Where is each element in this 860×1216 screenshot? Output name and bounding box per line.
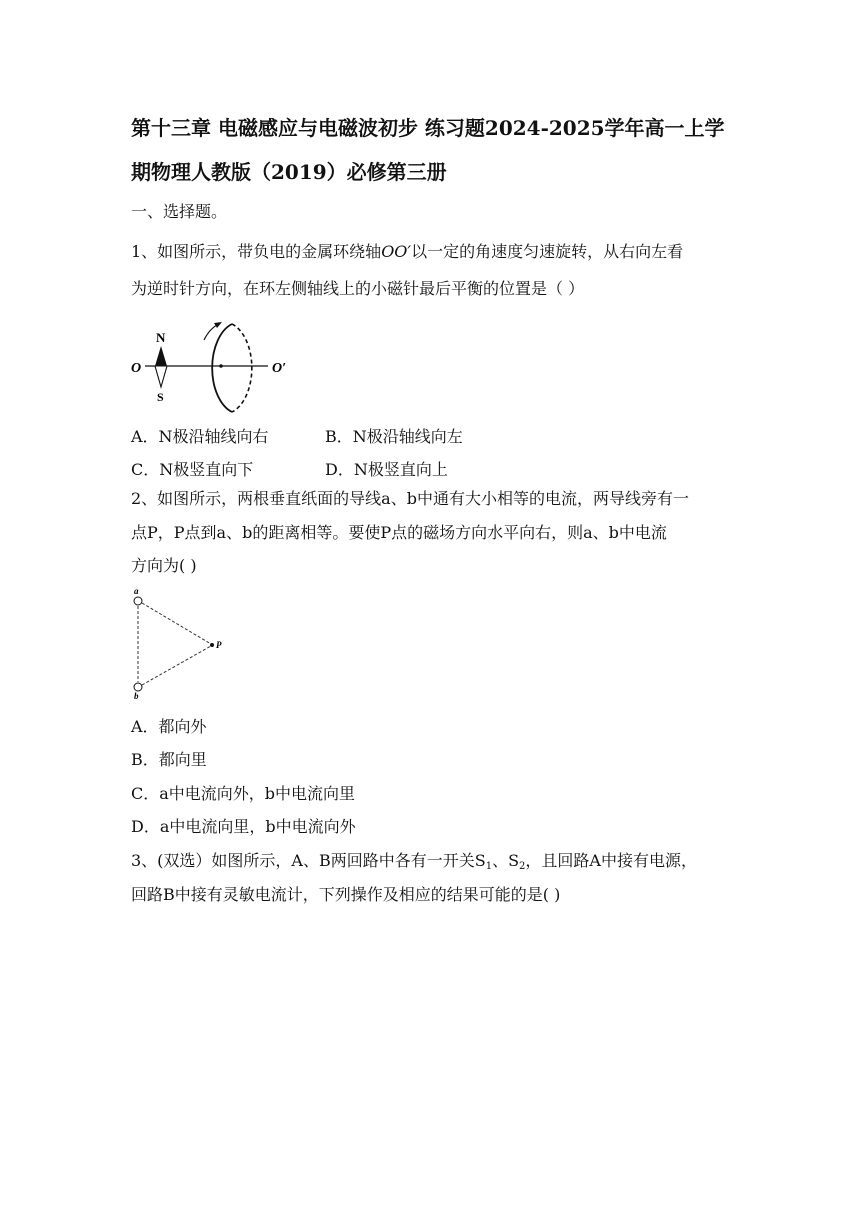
q2-figure-wires: [128, 584, 228, 701]
q1-option-a: A．N极沿轴线向右: [131, 427, 269, 446]
compass-needle-south-icon: [155, 366, 167, 387]
q1-ring-front: [212, 324, 232, 412]
q2-option-d: D．a中电流向里，b中电流向外: [131, 817, 356, 836]
q2-label-P: P: [216, 640, 222, 650]
q1-label-O-prime: O′: [272, 361, 287, 376]
compass-needle-north-icon: [155, 346, 167, 366]
wire-a-icon: [134, 597, 142, 605]
q1-option-b: B．N极沿轴线向左: [325, 427, 463, 446]
q1-option-c: C．N极竖直向下: [131, 460, 254, 479]
q2-label-b: b: [134, 691, 139, 701]
q1-text-pre: 1、如图所示，带负电的金属环绕轴: [131, 242, 382, 261]
q3-s1-subscript: 1: [485, 861, 493, 872]
q3-s2-subscript: 2: [519, 861, 526, 872]
q2-dash-aP: [142, 603, 211, 644]
q2-text-line-2: 点P，P点到a、b的距离相等。要使P点的磁场方向水平向右，则a、b中电流: [131, 523, 667, 542]
q1-axis-label: OO′: [381, 242, 412, 261]
point-P-icon: [210, 643, 214, 647]
q2-option-a: A．都向外: [131, 717, 207, 736]
q3-text-line-1: [131, 852, 697, 876]
q1-figure-ring-compass: [128, 318, 303, 418]
document-title-line-1: 第十三章 电磁感应与电磁波初步 练习题2024-2025学年高一上学: [131, 116, 725, 140]
q1-ring-back: [232, 324, 252, 412]
q1-text-post: 以一定的角速度匀速旋转，从右向左看: [411, 242, 684, 261]
q3-text-pre: 3、(双选）如图所示，A、B两回路中各有一开关S: [131, 851, 486, 870]
q1-text-line-1: [131, 243, 683, 261]
q3-text-post: ，且回路A中接有电源，: [525, 851, 697, 870]
q1-label-N: N: [156, 330, 166, 345]
q3-text-line-2: 回路B中接有灵敏电流计，下列操作及相应的结果可能的是( ): [131, 885, 561, 904]
q2-label-a: a: [134, 586, 139, 596]
q3-sep: 、S: [492, 851, 520, 870]
q2-option-c: C．a中电流向外，b中电流向里: [131, 784, 356, 803]
q2-text-line-1: 2、如图所示，两根垂直纸面的导线a、b中通有大小相等的电流，两导线旁有一: [131, 489, 689, 508]
section-heading: 一、选择题。: [131, 202, 228, 221]
wire-b-icon: [134, 683, 142, 691]
q1-option-d: D．N极竖直向上: [325, 460, 448, 479]
arrowhead-icon: [214, 322, 222, 328]
q1-label-S: S: [157, 390, 164, 404]
q1-label-O: O: [131, 361, 142, 376]
q1-center-dot: [219, 364, 223, 368]
q1-text-line-2: 为逆时针方向，在环左侧轴线上的小磁针最后平衡的位置是（ ）: [131, 279, 585, 298]
q2-text-line-3: 方向为( ): [131, 556, 197, 575]
q2-dash-bP: [142, 646, 211, 685]
document-title-line-2: 期物理人教版（2019）必修第三册: [131, 160, 447, 184]
q2-option-b: B．都向里: [131, 750, 207, 769]
